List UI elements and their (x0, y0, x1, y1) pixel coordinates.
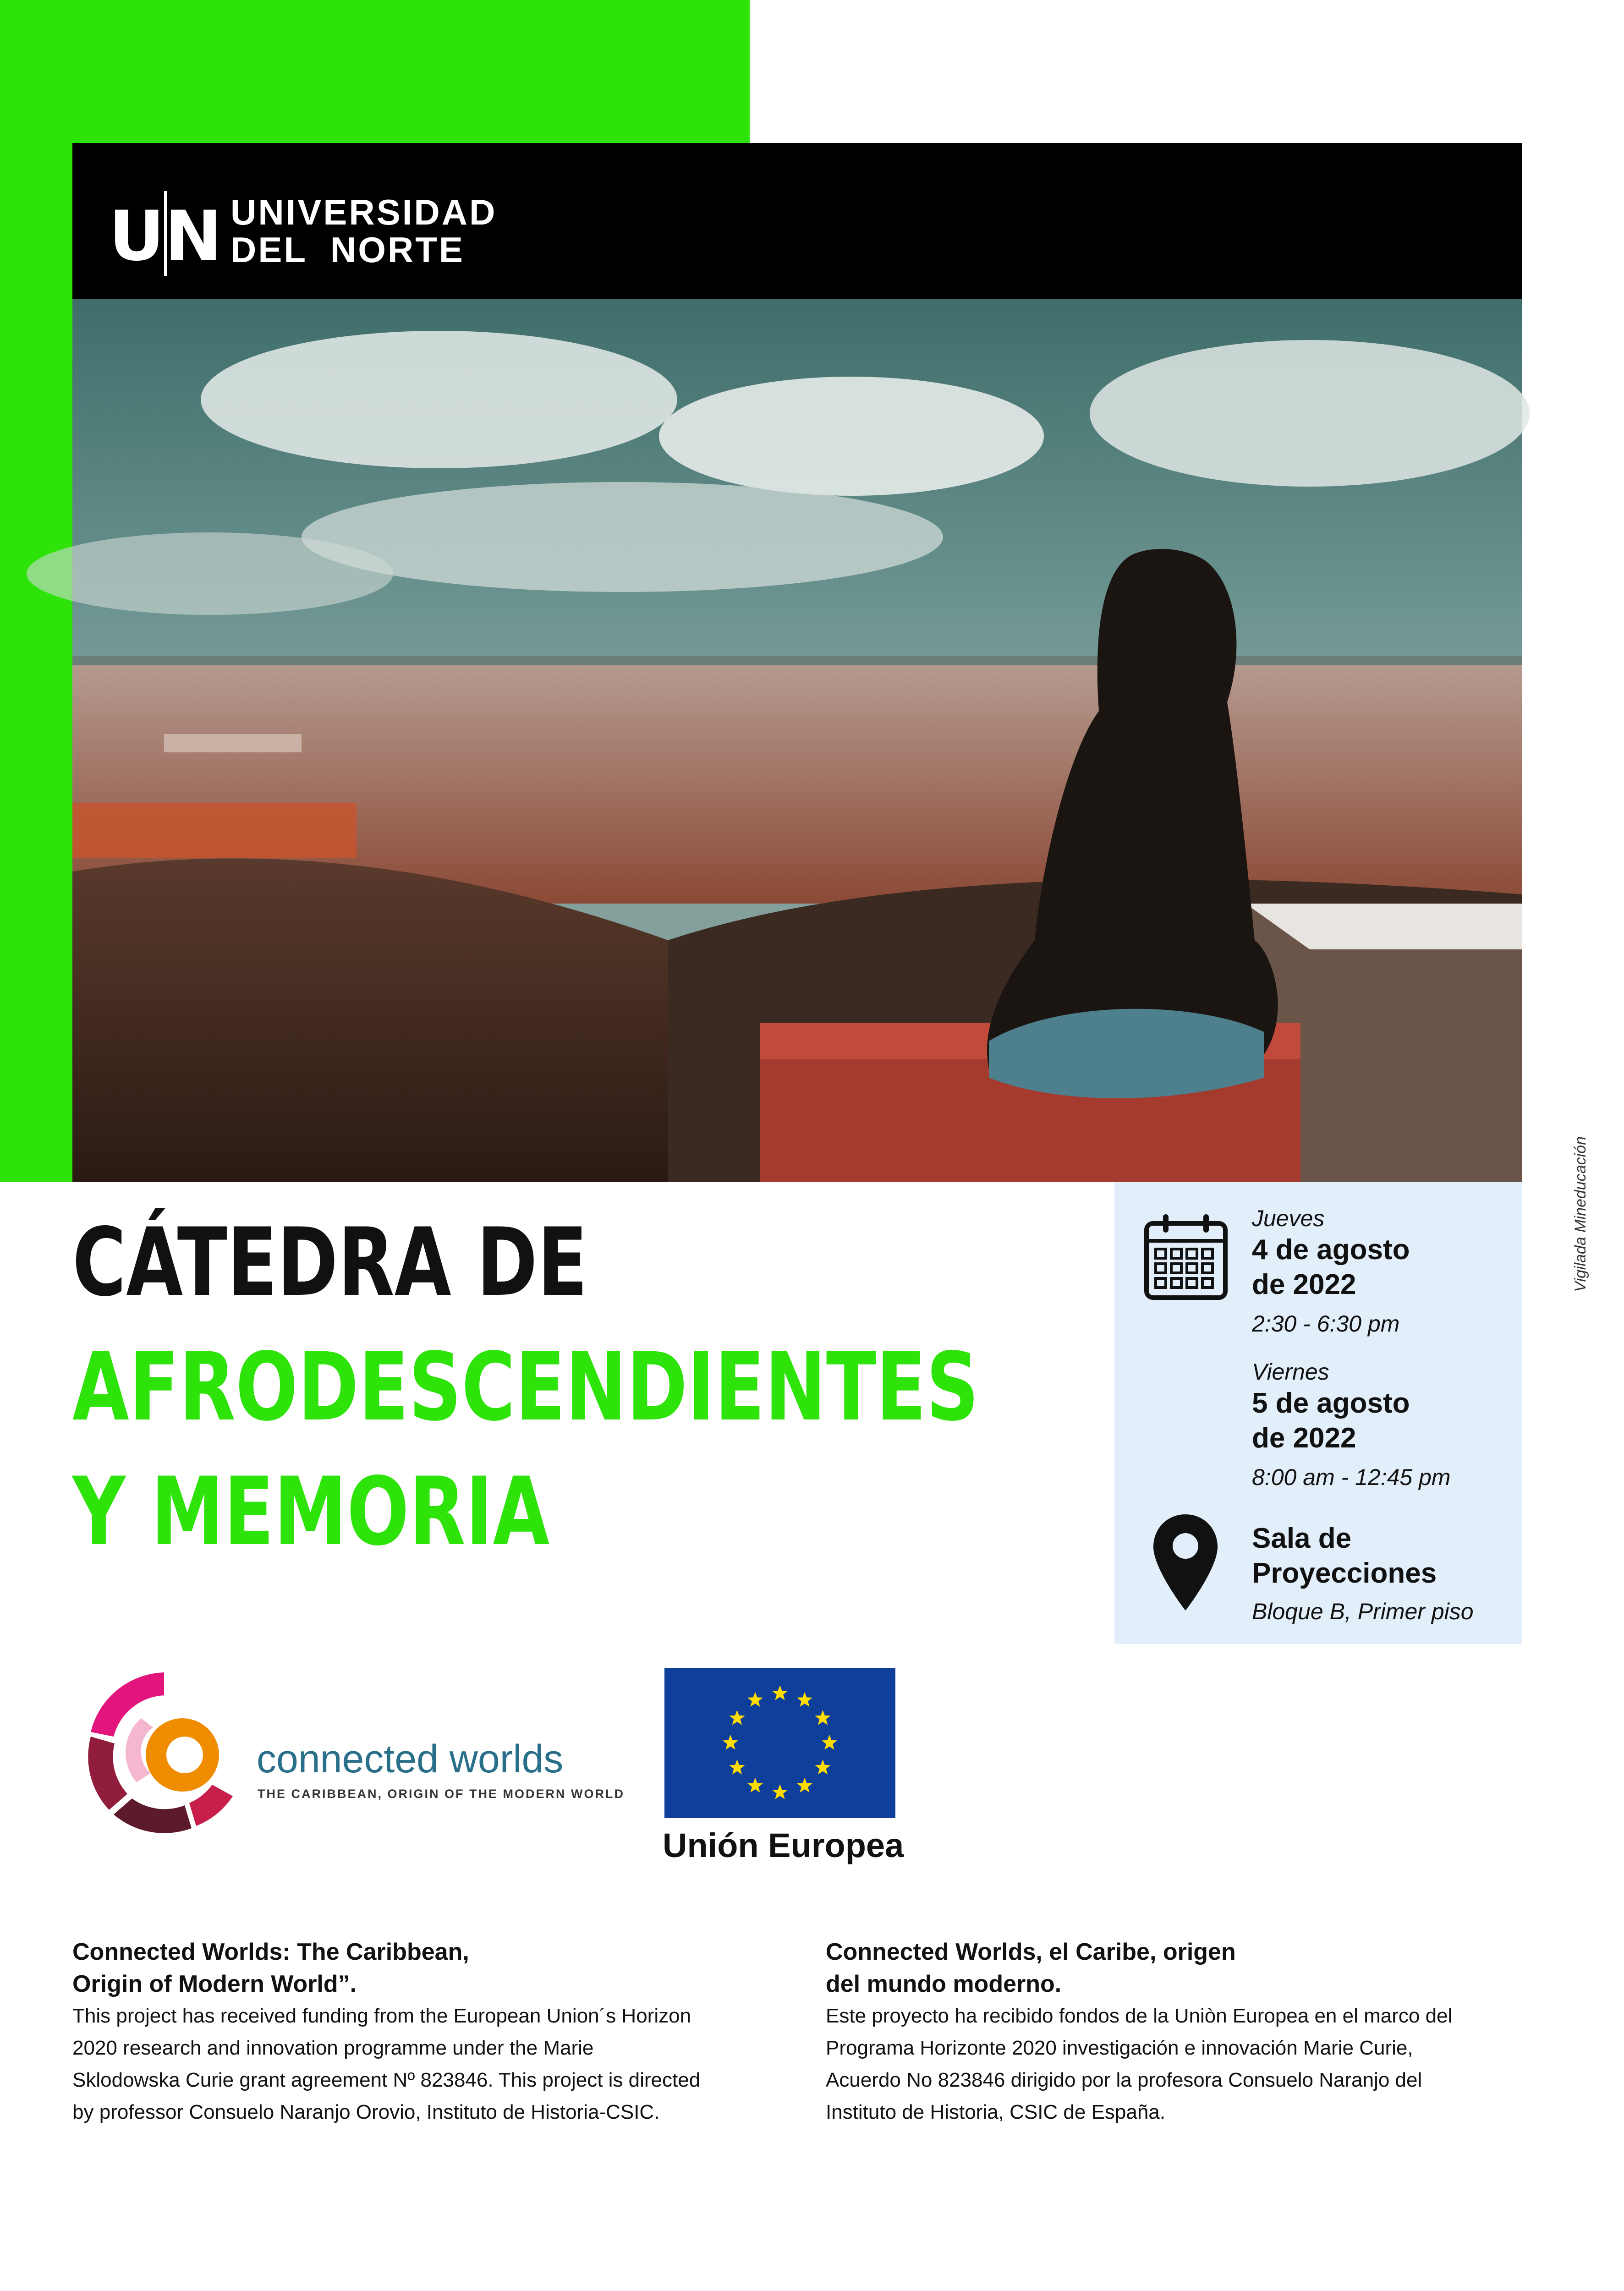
funding-es-line-4: Instituto de Historia, CSIC de España. (826, 2101, 1166, 2123)
calendar-icon (1143, 1210, 1230, 1301)
day2-date-line1: 5 de agosto (1252, 1387, 1410, 1419)
funding-en-heading-1: Connected Worlds: The Caribbean, (72, 1939, 469, 1965)
logo-line-2: DEL NORTE (230, 230, 465, 270)
funding-text-en (72, 1936, 787, 2128)
day2-weekday: Viernes (1252, 1359, 1329, 1385)
day2-date-line2: de 2022 (1252, 1422, 1356, 1454)
day1-weekday: Jueves (1252, 1206, 1325, 1231)
connected-worlds-name: connected worlds (257, 1737, 564, 1781)
funding-text-es (826, 1936, 1541, 2128)
funding-es-heading-1: Connected Worlds, el Caribe, origen (826, 1939, 1236, 1965)
university-logo-icon (109, 191, 222, 276)
venue-line1: Sala de (1252, 1523, 1352, 1554)
event-title (72, 1200, 979, 1574)
eu-label: Unión Europea (663, 1826, 904, 1864)
funding-en-line-4: by professor Consuelo Naranjo Orovio, Instituto de Historia-CSIC. (72, 2101, 660, 2123)
venue-line2: Proyecciones (1252, 1557, 1437, 1589)
title-line-3: Y MEMORIA (72, 1458, 550, 1567)
event-details-box (1114, 1182, 1522, 1644)
connected-worlds-emblem-icon (72, 1663, 251, 1842)
location-pin-icon (1151, 1512, 1220, 1613)
title-line-1: CÁTEDRA DE (72, 1208, 588, 1317)
day1-date-line1: 4 de agosto (1252, 1234, 1410, 1266)
connected-worlds-tagline: THE CARIBBEAN, ORIGIN OF THE MODERN WORLD (258, 1787, 625, 1801)
funding-en-heading-2: Origin of Modern World”. (72, 1971, 357, 1997)
funding-es-heading-2: del mundo moderno. (826, 1971, 1062, 1997)
logo-line-1: UNIVERSIDAD (230, 192, 497, 232)
venue-detail: Bloque B, Primer piso (1252, 1599, 1474, 1624)
day2-time: 8:00 am - 12:45 pm (1252, 1464, 1451, 1490)
logo-mark: UN (109, 197, 222, 276)
eu-flag-icon (664, 1668, 895, 1818)
day1-time: 2:30 - 6:30 pm (1252, 1311, 1400, 1337)
hero-photo (72, 299, 1522, 1182)
funding-es-line-2: Programa Horizonte 2020 investigación e innovación Marie Curie, (826, 2037, 1413, 2059)
funding-es-line-1: Este proyecto ha recibido fondos de la Uniòn Europea en el marco del (826, 2005, 1453, 2027)
funding-en-line-3: Sklodowska Curie grant agreement Nº 823846. This project is directed (72, 2069, 701, 2091)
day1-date-line2: de 2022 (1252, 1269, 1356, 1300)
header-bar (72, 143, 1522, 299)
university-name (230, 193, 497, 269)
vigilada-note: Vigilada Mineducación (1572, 1136, 1589, 1292)
title-line-2: AFRODESCENDIENTES (72, 1333, 979, 1442)
funding-en-line-1: This project has received funding from the European Union´s Horizon (72, 2005, 691, 2027)
funding-es-line-3: Acuerdo No 823846 dirigido por la profesora Consuelo Naranjo del (826, 2069, 1422, 2091)
funding-en-line-2: 2020 research and innovation programme under the Marie (72, 2037, 594, 2059)
